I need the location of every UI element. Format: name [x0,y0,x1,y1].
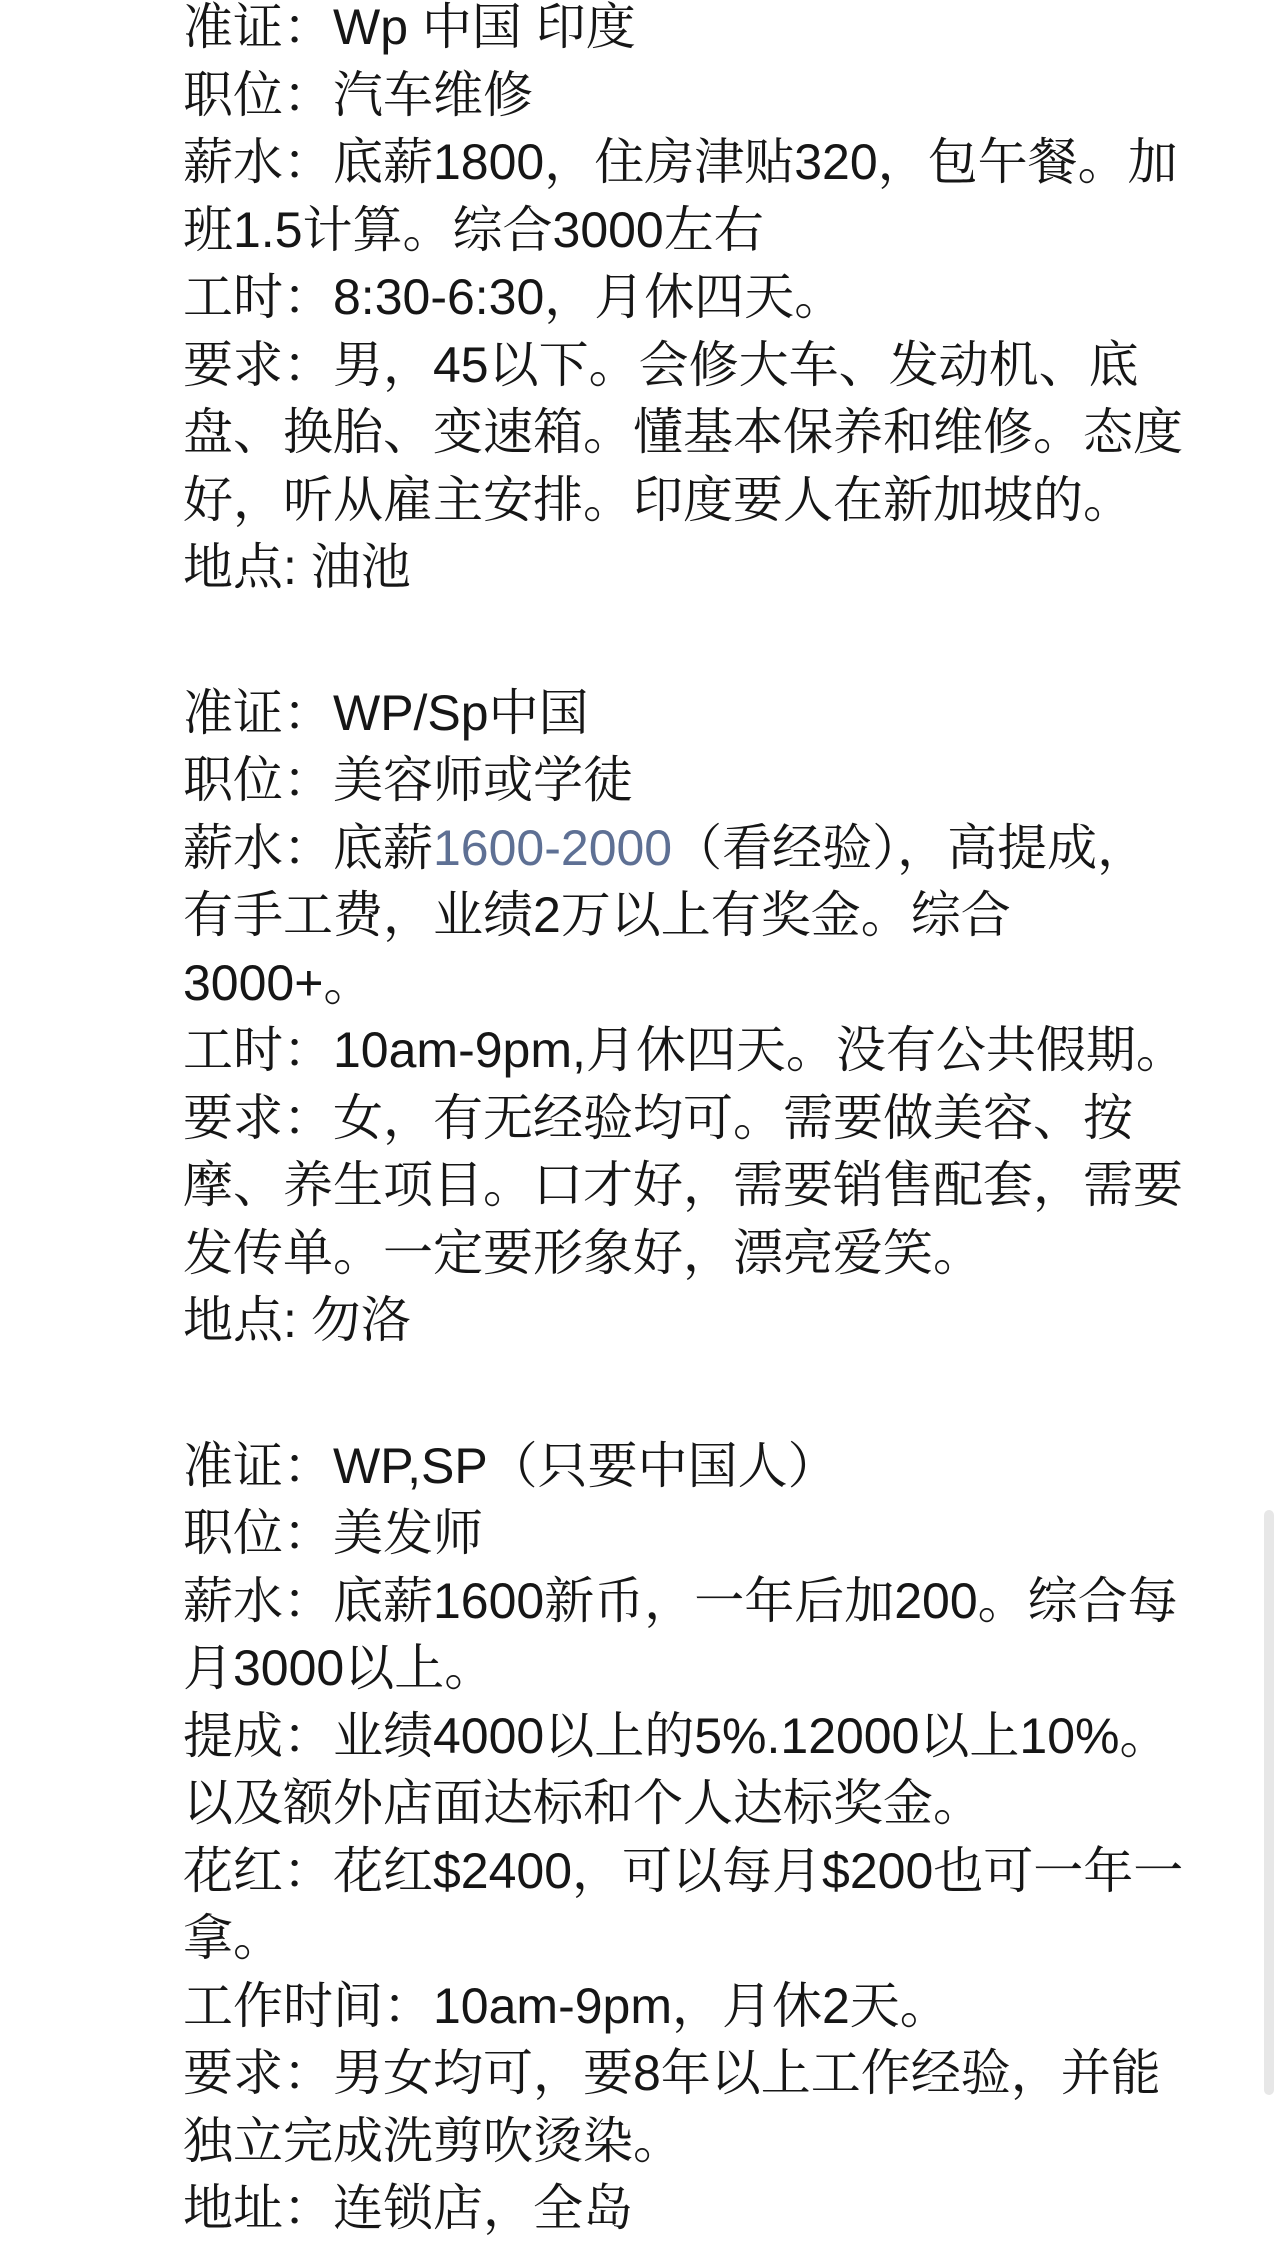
hours-line: 工时：8:30-6:30，月休四天。 [183,269,845,325]
position-line: 职位：汽车维修 [183,66,533,123]
bonus-continuation-line: 拿。 [183,1910,283,1966]
salary-line: 薪水：底薪1600新币，一年后加200。综合每 [183,1572,1178,1629]
location-line: 地点: 油池 [183,539,411,595]
position-line: 职位：美发师 [183,1505,483,1561]
permit-line: 准证：Wp 中国 印度 [183,0,636,55]
job-listing-hairdresser [183,1433,1245,2243]
address-line: 地址：连锁店，全岛 [183,2180,633,2236]
job-listings-text [183,0,1245,2243]
position-line: 职位：美容师或学徒 [183,752,633,808]
requirements-line: 要求：男女均可，要8年以上工作经验，并能 [183,2045,1161,2101]
salary-continuation-line: 有手工费，业绩2万以上有奖金。综合 [183,887,1011,943]
requirements-line: 要求：女，有无经验均可。需要做美容、按 [183,1089,1133,1146]
bonus-line: 花红：花红$2400，可以每月$200也可一年一 [183,1842,1184,1899]
salary-continuation-line: 月3000以上。 [183,1640,495,1696]
location-line: 地点: 勿洛 [183,1292,411,1348]
salary-range-link[interactable]: 1600-2000 [433,819,673,876]
job-listing-beautician [183,680,1245,1355]
salary-continuation-line: 3000+。 [183,954,374,1011]
commission-line: 提成：业绩4000以上的5%.12000以上10%。 [183,1707,1170,1764]
hours-line: 工时：10am-9pm,月休四天。没有公共假期。 [183,1022,1186,1078]
requirements-continuation-line: 好，听从雇主安排。印度要人在新加坡的。 [183,471,1133,528]
permit-line: 准证：WP,SP（只要中国人） [183,1437,838,1494]
requirements-continuation-line: 盘、换胎、变速箱。懂基本保养和维修。态度 [183,404,1183,460]
work-hours-line: 工作时间：10am-9pm，月休2天。 [183,1977,950,2034]
requirements-line: 要求：男，45以下。会修大车、发动机、底 [183,336,1139,393]
salary-line: 薪水：底薪1800，住房津贴320，包午餐。加 [183,134,1178,190]
requirements-continuation-line: 发传单。一定要形象好，漂亮爱笑。 [183,1224,983,1281]
requirements-continuation-line: 摩、养生项目。口才好，需要销售配套，需要 [183,1157,1183,1213]
scrollbar[interactable] [1264,1510,1274,2095]
salary-suffix-text: （看经验），高提成， [672,819,1148,876]
salary-line [183,815,1245,883]
job-listing-auto-repair [183,0,1245,602]
requirements-continuation-line: 独立完成洗剪吹烫染。 [183,2112,683,2169]
salary-continuation-line: 班1.5计算。综合3000左右 [183,201,764,258]
commission-continuation-line: 以及额外店面达标和个人达标奖金。 [183,1775,983,1831]
permit-line: 准证：WP/Sp中国 [183,684,589,741]
salary-prefix-text: 薪水：底薪 [183,819,433,876]
